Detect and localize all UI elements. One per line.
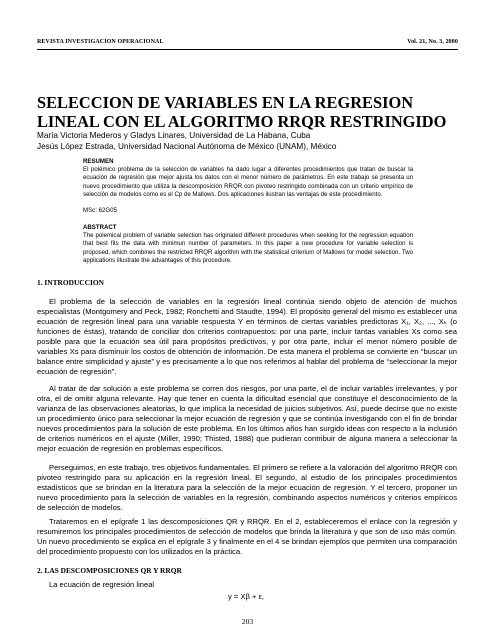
abstract-heading: ABSTRACT: [83, 224, 117, 231]
page-number: 203: [241, 617, 254, 626]
paper-title: [37, 93, 477, 131]
section-heading-introduccion: 1. INTRODUCCION: [37, 278, 104, 287]
section2-intro: La ecuación de regresión lineal: [49, 580, 155, 589]
intro-paragraph-3: Perseguimos, en este trabajo, tres objetivos fundamentales. El primero se refiere a la valoración del algoritmo RRQR con pivoteo restringido para su aplicación en la regresión lineal. El segundo, al estudio de los principales procedimientos estadísticos que se brindan en la literatura para la selección de la mejor ecuación de regresión. Y el tercero, proponer un nuevo procedimiento para la selección de variables en la regresión, combinando aspectos numéricos y criterios empíricos de selección de modelos.: [37, 463, 457, 512]
abstract-text: The polemical problem of variable selection has originated different procedures when seeking for the regression equation that best fits the data with minimun number of parameters. In this paper a new procedure for variable selection is proposed, which combines the restricted RRQR algorithm with the statistical criterium of Mallows for model selection. Two applications illustrate the advantages of this procedure.: [83, 232, 413, 264]
author-line-1: María Victoria Mederos y Gladys Linares, Universidad de La Habana, Cuba: [37, 131, 311, 140]
intro-paragraph-2: Al tratar de dar solución a este problema se corren dos riesgos, por una parte, el de incluir variables irrelevantes, y por otra, el de omitir alguna relevante. Hay que tener en cuenta la dificultad esencial que constituye el desconocimiento de la varianza de las observaciones aleatorias, lo que implica la necesidad de juicios subjetivos. Así, puede decirse que no existe un procedimiento único para seleccionar la mejor ecuación de regresión y que se continúa investigando con el fin de brindar nuevos procedimientos para la solución de este problema. En los últimos años han surgido ideas con respecto a la inclusión de criterios numéricos en el ajuste (Miller, 1990; Thisted, 1988) que pudieran contribuir de alguna manera a seleccionar la mejor ecuación de regresión en problemas específicos.: [37, 384, 457, 453]
msc-code: MSc: 62G05: [83, 207, 117, 215]
section-heading-descomposiciones: 2. LAS DESCOMPOSICIONES QR Y RRQR: [37, 566, 182, 575]
title-line-1: SELECCION DE VARIABLES EN LA REGRESION: [37, 93, 414, 112]
title-line-2: LINEAL CON EL ALGORITMO RRQR RESTRINGIDO: [37, 112, 447, 131]
abstract-block: [83, 224, 413, 265]
header-rule: [37, 49, 458, 50]
intro-paragraph-4: Trataremos en el epígrafe 1 las descomposiciones QR y RRQR. En el 2, estableceremos el enlace con la regresión y resumiremos los principales procedimientos de selección de modelos que brinda la literatura y que son de uso más común. Un nuevo procedimiento se explica en el epígrafe 3 y finalmente en el 4 se brindan ejemplos que permiten una comparación del procedimiento propuesto con los utilizados en la práctica.: [37, 517, 457, 556]
authors-block: [37, 131, 477, 152]
volume-info: Vol. 21, No. 3, 2000: [407, 39, 458, 45]
resumen-block: [83, 158, 413, 215]
resumen-text: El polémico problema de la selección de variables ha dado lugar a diferentes procedimientos que tratan de buscar la ecuación de regresión que mejor ajusta los datos con el menor número de parámetros. En este trabajo se presenta un nuevo procedimiento que utiliza la descomposición RRQR con pivoteo restringido combinada con un criterio empírico de selección de modelos como es el Cp de Mallows. Dos aplicaciones ilustran las ventajas de este procedimiento.: [83, 166, 413, 198]
regression-equation: y = Xβ + ε,: [228, 592, 265, 601]
running-header: [37, 39, 458, 45]
resumen-heading: RESUMEN: [83, 158, 114, 165]
author-line-2: Jesús López Estrada, Universidad Nacional Autónoma de México (UNAM), México: [37, 141, 337, 151]
journal-name: REVISTA INVESTIGACION OPERACIONAL: [37, 39, 164, 45]
intro-paragraph-1: El problema de la selección de variables en la regresión lineal continúa siendo objeto de atención de muchos especialistas (Montgomery and Peck, 1982; Ronchetti and Staudte, 1994). El propósito general del mismo es establecer una ecuación de regresión lineal para una variable respuesta Y en términos de ciertas variables predictoras X₁, X₂, ..., Xₖ (o funciones de éstas), tratando de conciliar dos criterios contrapuestos: por una parte, incluir tantas variables Xs como sea posible para que la ecuación sea útil para propósitos predictivos, y por otra parte, incluir el menor número posible de variables Xs para disminuir los costos de obtención de información. De esta manera el problema se convierte en “buscar un balance entre simplicidad y ajuste” y es precisamente a lo que nos referimos al hablar del problema de “seleccionar la mejor ecuación de regresión”.: [37, 297, 457, 376]
